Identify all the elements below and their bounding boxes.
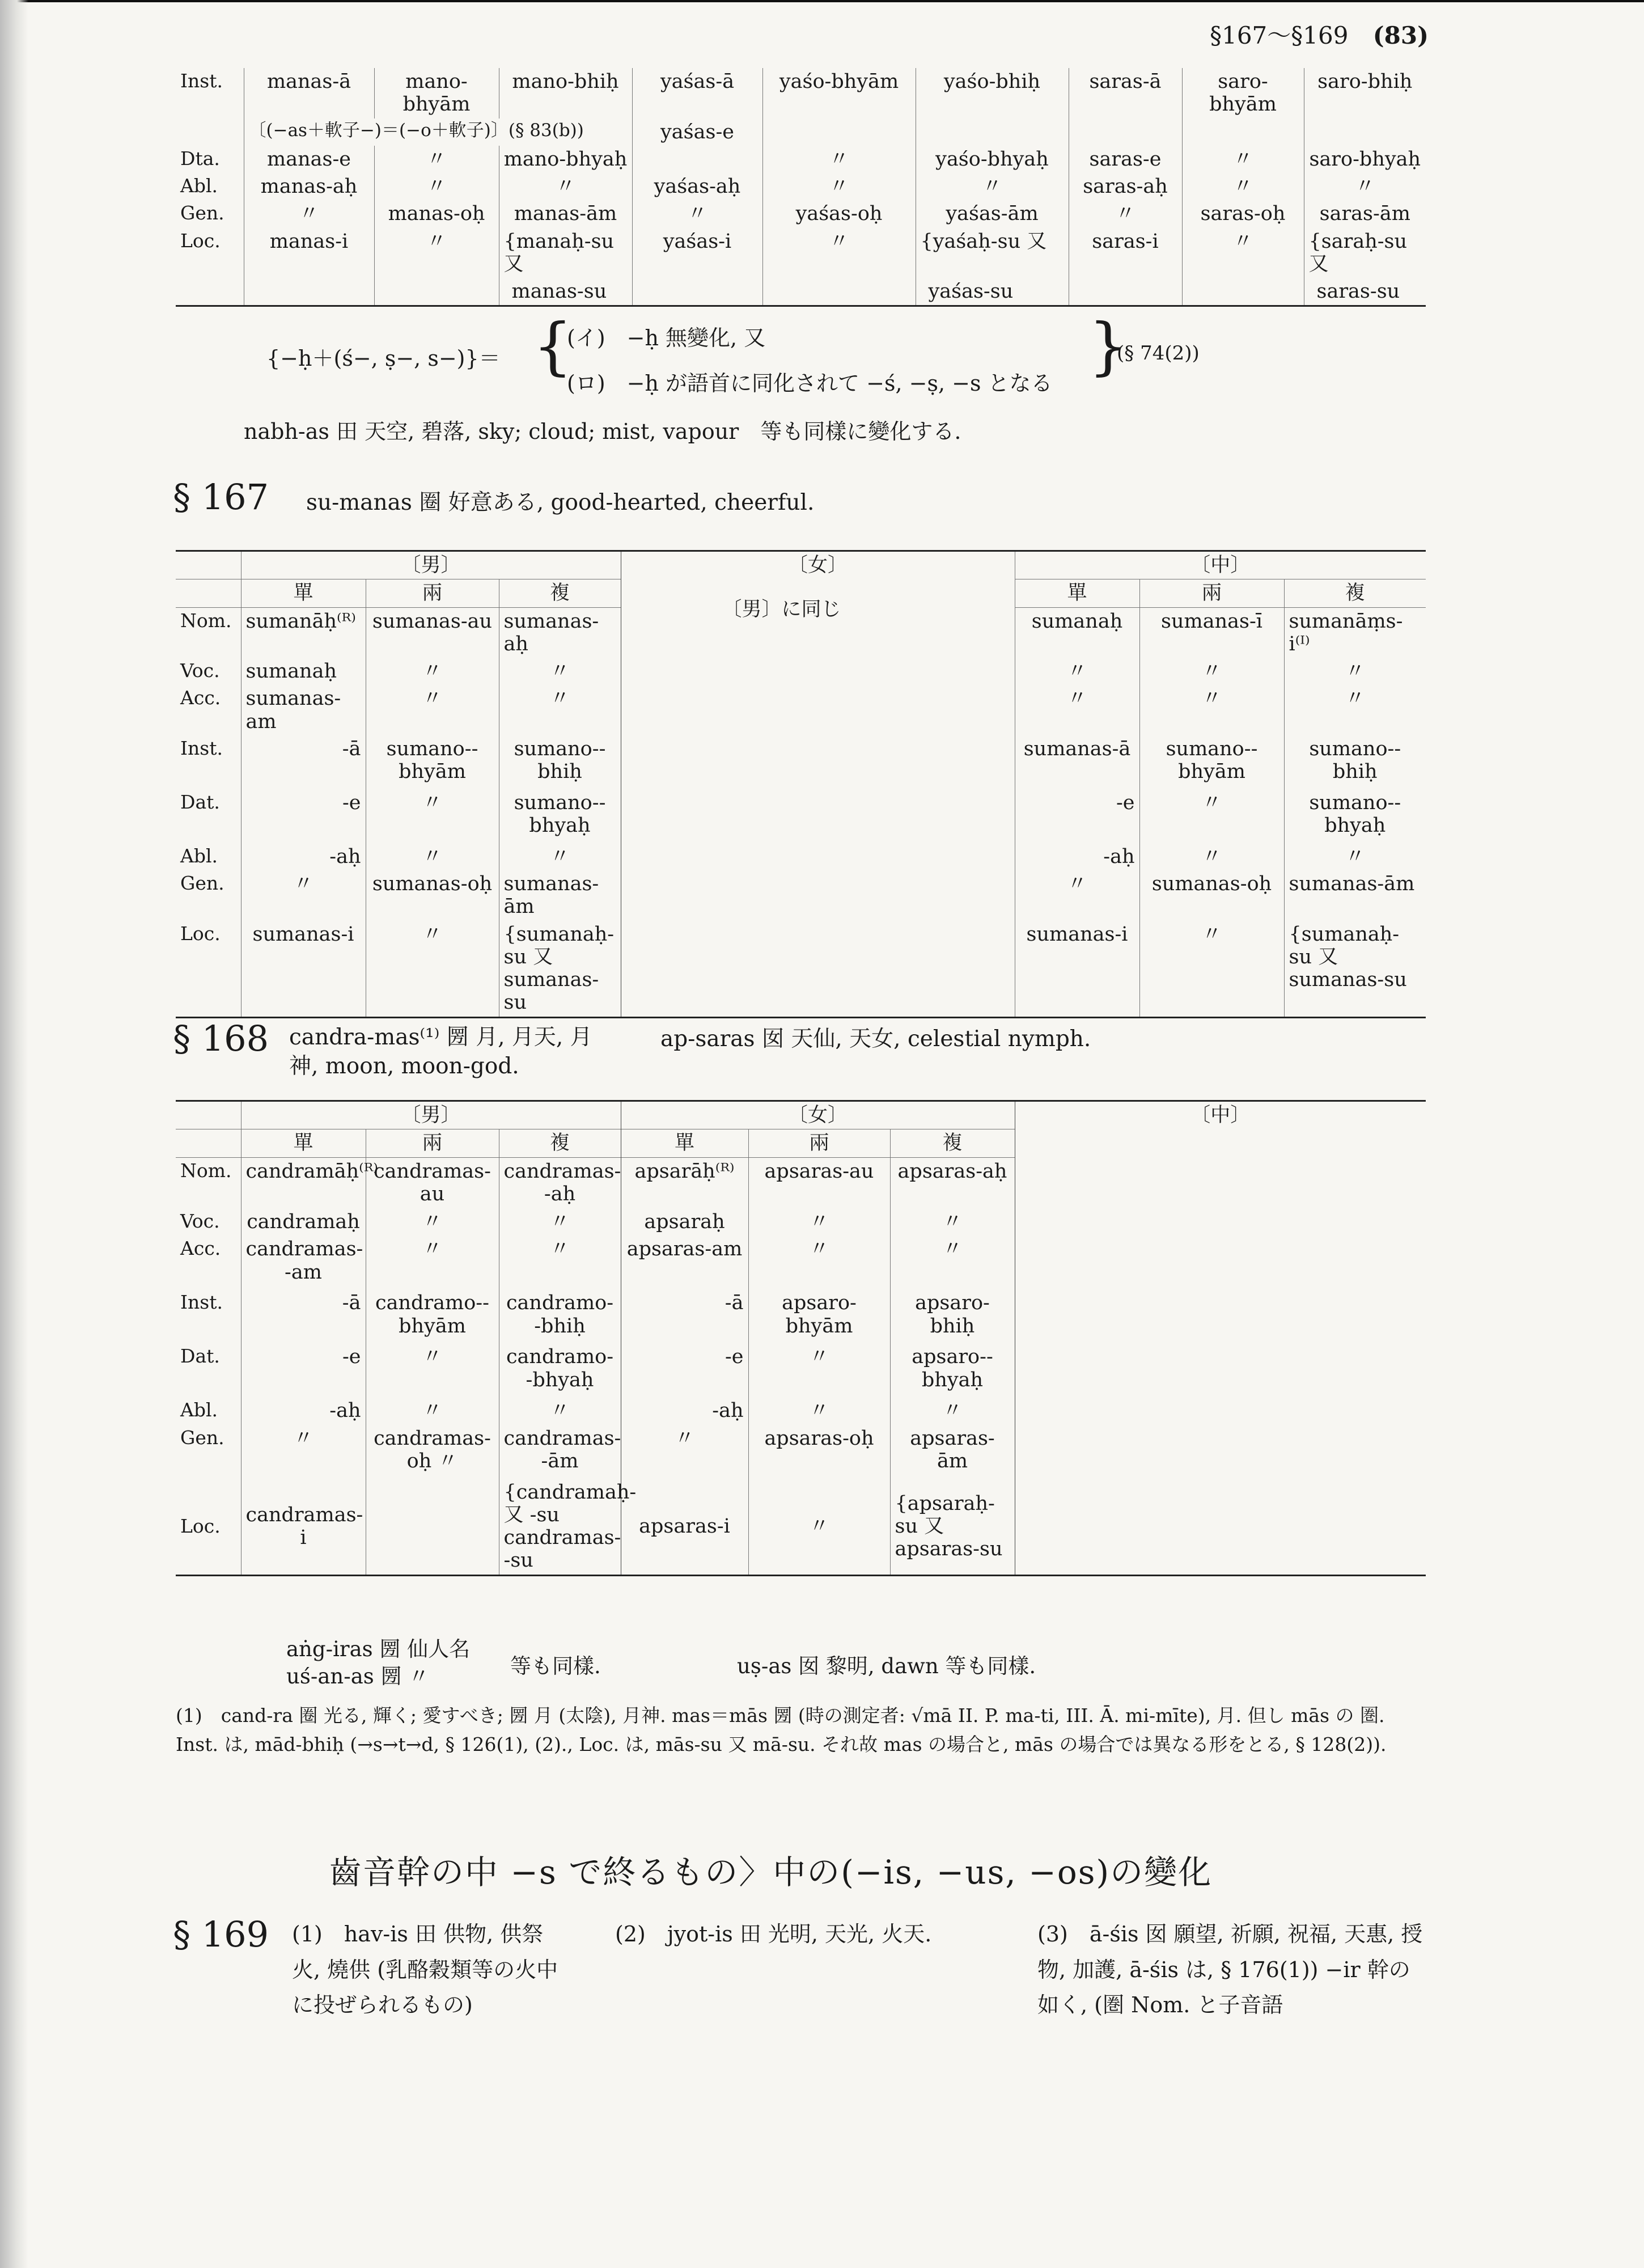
table-cell: saras-e <box>1069 146 1182 173</box>
formula-lhs: {−ḥ＋(ś−, ṣ−, s−)}＝ <box>266 346 501 371</box>
table-cell: {yaśaḥ-su 又 <box>916 228 1069 278</box>
table-cell: apsaras-am <box>621 1235 748 1289</box>
table-cell: 〃 <box>499 685 621 735</box>
table-cell: 〃 <box>916 173 1069 200</box>
table-cell: manas-su <box>499 278 632 306</box>
table-cell: yaśas-su <box>916 278 1069 306</box>
table-cell <box>762 278 916 306</box>
table-cell-sandhi-rule: 〔(−as＋軟子−)＝(−o＋軟子)〕(§ 83(b)) <box>244 119 632 146</box>
table-cell: saras-aḥ <box>1069 173 1182 200</box>
table-cell: 〃 <box>366 921 499 1018</box>
table-row <box>176 200 1426 227</box>
nabhas-note: nabh-as 田 天空, 碧落, sky; cloud; mist, vapour 等も同樣に變化する. <box>244 419 961 444</box>
table-cell: sumanāḥ⁽ᴿ⁾ <box>241 607 366 658</box>
table-cell: 〃 <box>1304 173 1426 200</box>
table-cell: -e <box>241 789 366 843</box>
page-number: (83) <box>1372 22 1429 49</box>
table-cell: 〃 <box>1139 685 1284 735</box>
table-cell: apsaras-i <box>621 1479 748 1576</box>
table-cell: apsarāḥ⁽ᴿ⁾ <box>621 1157 748 1208</box>
neut-empty-column <box>1015 1101 1426 1576</box>
table-cell <box>374 278 499 306</box>
table-cell: sumanaḥ <box>1015 607 1139 658</box>
table-cell: yaśo-bhyaḥ <box>916 146 1069 173</box>
table-cell: 〃 <box>1284 685 1426 735</box>
table-cell: sumanas-au <box>366 607 499 658</box>
table-cell: candramas-au <box>366 1157 499 1208</box>
table-cell: yaśas-ā <box>632 68 762 119</box>
section-number-168: § 168 <box>173 1018 269 1059</box>
scan-edge-shadow <box>0 0 28 2268</box>
table-cell: 〃 <box>366 1343 499 1397</box>
table-cell: 〃 <box>890 1208 1015 1235</box>
table-cell: apsaro-bhyām <box>748 1289 890 1343</box>
table-cell: sumanaḥ <box>241 658 366 685</box>
table-167-sumanas <box>176 550 1426 1018</box>
headword-angiras: aṅg-iras 圐 仙人名 <box>286 1637 471 1661</box>
table-cell: -aḥ <box>241 843 366 870</box>
table-cell: 〃 <box>890 1235 1015 1289</box>
table-cell: sumano--bhiḥ <box>499 735 621 789</box>
table-cell: 〃 <box>1284 658 1426 685</box>
number-header-pl: 複 <box>1284 579 1426 607</box>
section-heading-is-us-os: 齒音幹の中 −s で終るもの〉中の(−is, −us, −os)の變化 <box>329 1853 1213 1892</box>
case-label: Gen. <box>180 1426 224 1449</box>
table-cell: 〃 <box>499 658 621 685</box>
headword-usanas: uś-an-as 圐 〃 <box>286 1664 430 1689</box>
table-row <box>176 146 1426 173</box>
table-cell: sumanas-ām <box>1284 870 1426 921</box>
table-cell <box>632 146 762 173</box>
table-cell: 〃 <box>748 1208 890 1235</box>
table-cell: 〃 <box>762 228 916 278</box>
table-cell <box>1069 119 1182 146</box>
table-cell: 〃 <box>499 843 621 870</box>
table-cell: -aḥ <box>621 1397 748 1424</box>
case-label: Inst. <box>180 1291 223 1314</box>
table-cell: -ā <box>621 1289 748 1343</box>
table-row <box>176 68 1426 119</box>
table-row-gender <box>176 551 1426 579</box>
case-label: Dat. <box>180 790 220 813</box>
table-cell: -e <box>621 1343 748 1397</box>
formula-ref: (§ 74(2)) <box>1117 342 1200 365</box>
table-cell: saras-ām <box>1304 200 1426 227</box>
table-cell: candramas--am <box>241 1235 366 1289</box>
table-cell <box>1182 119 1304 146</box>
footnote-1: (1) cand-ra 圈 光る, 輝く; 愛すべき; 圐 月 (太陰), 月神. mas＝mās 圐 (時の測定者: √mā II. P. ma-ti, III. Ā. mi-mīte), 月. 但し mās の 圏. Inst. は, mād-bhiḥ (→s→t→d, § 126(1), (2)., Loc. は, mās-su 又 mā-su. それ故 mas の場合と, mās の場合では異なる形をとる, § 128(2)). <box>176 1704 1387 1756</box>
table-cell: 〃 <box>366 843 499 870</box>
number-header-sg: 單 <box>241 1129 366 1157</box>
case-label: Dat. <box>180 1345 220 1368</box>
table-cell: mano-bhyaḥ <box>499 146 632 173</box>
headword-sumanas: su-manas 圈 好意ある, good-hearted, cheerful. <box>306 490 815 515</box>
table-cell: 〃 <box>366 1235 499 1289</box>
number-header-sg: 單 <box>241 579 366 607</box>
table-cell: {candramaḥ- 又 -su candramas- -su <box>499 1479 621 1576</box>
table-cell: mano-bhiḥ <box>499 68 632 119</box>
table-cell: 〃 <box>632 200 762 227</box>
table-cell: 〃 <box>374 146 499 173</box>
table-cell: sumanas-aḥ <box>499 607 621 658</box>
gender-header-fem: 〔女〕 <box>621 1101 1015 1129</box>
table-cell: 〃 <box>366 685 499 735</box>
case-label: Dta. <box>180 147 220 170</box>
case-label: Acc. <box>180 1237 221 1260</box>
table-cell: saras-ā <box>1069 68 1182 119</box>
table-cell: 〃 <box>748 1343 890 1397</box>
table-cell: saro-bhyaḥ <box>1304 146 1426 173</box>
case-label: Abl. <box>180 1399 218 1421</box>
fem-same-note <box>621 551 1015 1018</box>
gender-header-masc: 〔男〕 <box>241 1101 621 1129</box>
entry-havis: (1) hav-is 田 供物, 供祭火, 燒供 (乳酪穀類等の火中に投ぜられるもの) <box>292 1922 558 2018</box>
table-cell: 〃 <box>1139 921 1284 1018</box>
table-cell: saro-bhyām <box>1182 68 1304 119</box>
table-cell: manas-i <box>244 228 374 278</box>
case-label: Nom. <box>180 609 232 632</box>
table-cell: {sumanaḥ-su 又 sumanas-su <box>499 921 621 1018</box>
table-cell: -ā <box>241 1289 366 1343</box>
table-cell: sumanas-i <box>241 921 366 1018</box>
table-cell: -ā <box>241 735 366 789</box>
number-header-pl: 複 <box>499 1129 621 1157</box>
table-cell: 〃 <box>621 1425 748 1479</box>
number-header-du: 兩 <box>748 1129 890 1157</box>
table-cell <box>1182 278 1304 306</box>
gender-header-neut: 〔中〕 <box>1190 1104 1251 1127</box>
table-cell: candramas-i <box>241 1479 366 1576</box>
table-cell: yaśas-ām <box>916 200 1069 227</box>
section-number-167: § 167 <box>173 476 269 518</box>
section-number-169: § 169 <box>173 1914 269 1955</box>
table-cell <box>762 119 916 146</box>
table-row <box>176 173 1426 200</box>
fem-note-text: 〔男〕に同じ <box>722 598 841 621</box>
table-cell: 〃 <box>890 1397 1015 1424</box>
table-cell: 〃 <box>366 789 499 843</box>
table-cell: 〃 <box>244 200 374 227</box>
table-cell: candramo--bhyām <box>366 1289 499 1343</box>
table-cell <box>1069 278 1182 306</box>
case-label: Abl. <box>180 175 218 197</box>
table-cell: 〃 <box>1182 146 1304 173</box>
table-cell: 〃 <box>1015 658 1139 685</box>
formula-brace-right: } <box>1088 310 1128 382</box>
table-row <box>176 278 1426 306</box>
table-cell: saro-bhiḥ <box>1304 68 1426 119</box>
table-cell: 〃 <box>1182 173 1304 200</box>
table-cell: -e <box>241 1343 366 1397</box>
table-cell: candramas-oḥ 〃 <box>366 1425 499 1479</box>
table-cell: sumano--bhiḥ <box>1284 735 1426 789</box>
table-cell: apsaras-aḥ <box>890 1157 1015 1208</box>
table-cell: candramo--bhyaḥ <box>499 1343 621 1397</box>
table-cell: 〃 <box>1139 843 1284 870</box>
table-cell: 〃 <box>241 870 366 921</box>
table-row-gender <box>176 1101 1426 1129</box>
number-header-du: 兩 <box>366 579 499 607</box>
table-cell: 〃 <box>1139 789 1284 843</box>
table-cell: {manaḥ-su 又 <box>499 228 632 278</box>
table-cell: yaśo-bhyām <box>762 68 916 119</box>
table-cell: 〃 <box>374 228 499 278</box>
header-section-range: §167〜§169 <box>1210 22 1349 49</box>
table-cell: saras-su <box>1304 278 1426 306</box>
gender-header-fem: 〔女〕 <box>787 554 848 577</box>
table-cell: 〃 <box>366 1397 499 1424</box>
table-cell: yaśas-i <box>632 228 762 278</box>
table-row <box>176 228 1426 278</box>
entry-asis: (3) ā-śis 囡 願望, 祈願, 祝福, 天惠, 授物, 加護, ā-śis は, § 176(1)) −ir 幹の如く, (圏 Nom. と子音語 <box>1037 1922 1423 2018</box>
table-cell: 〃 <box>1069 200 1182 227</box>
table-168-candramas-apsaras <box>176 1100 1426 1576</box>
case-label: Gen. <box>180 202 224 225</box>
table-cell: sumanāṃs-i⁽ᴵ⁾ <box>1284 607 1426 658</box>
table-cell: sumanas-i <box>1015 921 1139 1018</box>
table-cell: manas-e <box>244 146 374 173</box>
case-label: Gen. <box>180 872 224 894</box>
table-cell: sumanas-oḥ <box>1139 870 1284 921</box>
table-cell: sumanas-ā <box>1015 735 1139 789</box>
table-cell: sumano--bhyaḥ <box>499 789 621 843</box>
case-label: Voc. <box>180 659 220 682</box>
table-cell: apsaro--bhyaḥ <box>890 1343 1015 1397</box>
formula-brace-left: { <box>533 310 573 382</box>
case-label: Loc. <box>180 229 221 252</box>
page-header <box>1210 17 1429 51</box>
table-cell: candramāḥ⁽ᴿ⁾ <box>241 1157 366 1208</box>
table-cell: apsaraḥ <box>621 1208 748 1235</box>
table-cell: sumano--bhyaḥ <box>1284 789 1426 843</box>
number-header-sg: 單 <box>621 1129 748 1157</box>
table-cell: 〃 <box>1015 870 1139 921</box>
table-cell <box>366 1479 499 1576</box>
table-cell: manas-oḥ <box>374 200 499 227</box>
table-cell: saras-oḥ <box>1182 200 1304 227</box>
table-cell: sumanas-ī <box>1139 607 1284 658</box>
case-label: Acc. <box>180 687 221 709</box>
table-cell <box>1304 119 1426 146</box>
table-cell: manas-ām <box>499 200 632 227</box>
top-rule <box>0 0 1644 2</box>
table-cell: 〃 <box>499 1208 621 1235</box>
table-cell <box>244 278 374 306</box>
table-cell: apsaras-au <box>748 1157 890 1208</box>
table-cell: 〃 <box>241 1425 366 1479</box>
table-cell: 〃 <box>762 146 916 173</box>
similar-note-1: 等も同樣. <box>510 1654 601 1678</box>
number-header-pl: 複 <box>890 1129 1015 1157</box>
table-cell: 〃 <box>1015 685 1139 735</box>
table-cell: yaśas-e <box>632 119 762 146</box>
case-label: Abl. <box>180 844 218 867</box>
table-cell: candramas--ām <box>499 1425 621 1479</box>
gender-header-masc: 〔男〕 <box>241 551 621 579</box>
table-cell: 〃 <box>762 173 916 200</box>
case-label: Voc. <box>180 1210 220 1232</box>
number-header-du: 兩 <box>366 1129 499 1157</box>
table-cell: saras-i <box>1069 228 1182 278</box>
table-cell: sumanas-am <box>241 685 366 735</box>
table-cell: 〃 <box>1182 228 1304 278</box>
number-header-sg: 單 <box>1015 579 1139 607</box>
case-label: Loc. <box>180 922 221 945</box>
table-cell: yaśas-aḥ <box>632 173 762 200</box>
table-cell: 〃 <box>1284 843 1426 870</box>
case-label: Loc. <box>180 1515 221 1538</box>
similar-usas: uṣ-as 囡 黎明, dawn 等も同樣. <box>737 1654 1036 1678</box>
table-cell: 〃 <box>366 658 499 685</box>
gender-header-neut: 〔中〕 <box>1015 551 1426 579</box>
table-cell: {apsaraḥ-su 又 apsaras-su <box>890 1479 1015 1576</box>
table-cell: yaśo-bhiḥ <box>916 68 1069 119</box>
table-cell: {sumanaḥ-su 又 sumanas-su <box>1284 921 1426 1018</box>
table-cell: yaśas-oḥ <box>762 200 916 227</box>
case-label: Nom. <box>180 1159 232 1182</box>
table-cell: 〃 <box>374 173 499 200</box>
table-cell: apsaras-ām <box>890 1425 1015 1479</box>
table-cell <box>916 119 1069 146</box>
table-cell: candramaḥ <box>241 1208 366 1235</box>
table-cell: candramas--aḥ <box>499 1157 621 1208</box>
case-label <box>176 278 244 306</box>
table-cell: 〃 <box>499 1235 621 1289</box>
table-cell: -aḥ <box>1015 843 1139 870</box>
table-cell: {saraḥ-su 又 <box>1304 228 1426 278</box>
table-cell: sumanas-ām <box>499 870 621 921</box>
table-cell: mano-bhyām <box>374 68 499 119</box>
formula-case-ro: (ロ) −ḥ が語首に同化されて −ś, −ṣ, −s となる <box>567 371 1053 396</box>
formula-case-i: (イ) −ḥ 無變化, 又 <box>567 325 766 350</box>
table-cell: manas-aḥ <box>244 173 374 200</box>
table-cell: manas-ā <box>244 68 374 119</box>
case-label <box>176 119 244 146</box>
table-cell <box>632 278 762 306</box>
number-header-du: 兩 <box>1139 579 1284 607</box>
headword-apsaras: ap-saras 囡 天仙, 天女, celestial nymph. <box>660 1026 1091 1052</box>
case-label: Inst. <box>180 737 223 759</box>
table-cell: -aḥ <box>241 1397 366 1424</box>
table-cell: -e <box>1015 789 1139 843</box>
table-cell: 〃 <box>748 1235 890 1289</box>
table-top-declension <box>176 68 1426 307</box>
table-cell: apsaro-bhiḥ <box>890 1289 1015 1343</box>
table-cell: sumanas-oḥ <box>366 870 499 921</box>
similar-angiras-block <box>286 1636 470 1690</box>
table-cell: 〃 <box>499 173 632 200</box>
table-cell: sumano--bhyām <box>1139 735 1284 789</box>
table-cell: 〃 <box>748 1479 890 1576</box>
table-row <box>176 119 1426 146</box>
entry-jyotis: (2) jyot-is 田 光明, 天光, 火天. <box>615 1922 932 1947</box>
headword-candramas: candra-mas⁽¹⁾ 圐 月, 月天, 月神, moon, moon-god. <box>289 1025 592 1079</box>
table-cell: 〃 <box>748 1397 890 1424</box>
table-cell: 〃 <box>366 1208 499 1235</box>
table-cell: 〃 <box>1139 658 1284 685</box>
table-cell: candramo--bhiḥ <box>499 1289 621 1343</box>
case-label: Inst. <box>180 70 223 92</box>
table-cell: apsaras-oḥ <box>748 1425 890 1479</box>
table-cell: sumano--bhyām <box>366 735 499 789</box>
number-header-pl: 複 <box>499 579 621 607</box>
table-cell: 〃 <box>499 1397 621 1424</box>
